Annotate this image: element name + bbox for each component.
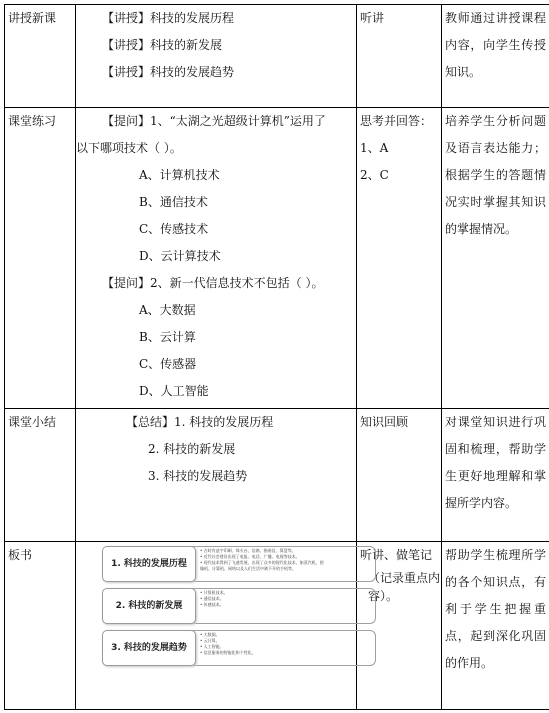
student-activity-cell <box>357 409 442 542</box>
board-notes <box>192 588 376 624</box>
student-activity: 思考并回答： <box>360 114 433 128</box>
student-activity: 知识回顾 <box>360 415 409 429</box>
board-note: • 人工智能。 <box>200 644 224 649</box>
option: C、传感技术 <box>139 222 209 236</box>
board-note: • 计算机技术。 <box>200 590 228 595</box>
table-row <box>5 108 549 409</box>
answer: 1、A <box>360 141 389 155</box>
design-intent: 帮助学生梳理所学的各个知识点，有利于学生把握重点，起到深化巩固的作用。 <box>445 548 546 670</box>
board-branch <box>102 588 378 626</box>
option: D、人工智能 <box>139 384 209 398</box>
design-intent-cell <box>442 409 549 542</box>
design-intent-cell <box>442 5 549 108</box>
stage-cell <box>5 542 76 710</box>
summary-line: 3. 科技的发展趋势 <box>148 469 248 483</box>
option: C、传感器 <box>139 357 197 371</box>
student-activity: 听讲、做笔记 <box>360 548 433 562</box>
option: B、通信技术 <box>139 195 208 209</box>
design-intent: 对课堂知识进行巩固和梳理，帮助学生更好地理解和掌握所学内容。 <box>445 415 546 510</box>
design-intent-cell <box>442 542 549 710</box>
stage-cell <box>5 5 76 108</box>
student-activity: 听讲 <box>360 11 385 25</box>
board-note: • 古时有造字印刷、烽火台、信鸽、指南仪、算盘等。 <box>200 548 296 553</box>
board-note: • 通信技术。 <box>200 596 224 601</box>
option: D、云计算技术 <box>139 249 221 263</box>
board-mind-map <box>102 546 356 676</box>
board-branch <box>102 630 378 668</box>
content-cell <box>76 409 357 542</box>
answer: 2、C <box>360 168 389 182</box>
table-row <box>5 5 549 108</box>
stage-label: 讲授新课 <box>8 11 57 25</box>
board-note: • 信息服务的智能化和个性化。 <box>200 650 256 655</box>
design-intent-cell <box>442 108 549 409</box>
summary-line: 2. 科技的新发展 <box>148 442 236 456</box>
stage-label: 课堂练习 <box>8 114 57 128</box>
board-branch <box>102 546 378 584</box>
stage-label: 课堂小结 <box>8 415 57 429</box>
board-note: • 现代技术得到了飞速发展，出现了众多的现代化技术，如蒸汽机、图 <box>200 560 324 565</box>
board-title: 3. 科技的发展趋势 <box>102 630 196 666</box>
option: A、大数据 <box>139 303 196 317</box>
content-cell <box>76 5 357 108</box>
option: B、云计算 <box>139 330 196 344</box>
option: A、计算机技术 <box>139 168 220 182</box>
student-activity-cell <box>357 5 442 108</box>
lesson-plan-table <box>4 4 549 710</box>
content-line: 【讲授】科技的发展历程 <box>102 11 235 25</box>
question-2: 【提问】2、新一代信息技术不包括（ ）。 <box>102 276 324 290</box>
summary-line: 【总结】1. 科技的发展历程 <box>126 415 274 429</box>
board-notes <box>192 630 376 666</box>
board-note: • 近代社会建设出现了电报、电话、广播、电视等技术。 <box>200 554 300 559</box>
design-intent: 教师通过讲授课程内容，向学生传授知识。 <box>445 11 546 79</box>
board-notes <box>192 546 376 582</box>
board-note: • 传感技术。 <box>200 602 224 607</box>
content-line: 【讲授】科技的发展趋势 <box>102 65 235 79</box>
content-line: 【讲授】科技的新发展 <box>102 38 223 52</box>
content-cell <box>76 108 357 409</box>
question-1-cont: 以下哪项技术（ ）。 <box>76 141 182 155</box>
stage-cell <box>5 108 76 409</box>
stage-cell <box>5 409 76 542</box>
board-note: 像机、计算机、网络以及人们生活中离不开的手机等。 <box>200 566 296 571</box>
table-row <box>5 542 549 710</box>
board-note: • 大数据。 <box>200 632 220 637</box>
content-cell <box>76 542 357 710</box>
question-1: 【提问】1、“太湖之光超级计算机”运用了 <box>102 114 326 128</box>
board-title: 2. 科技的新发展 <box>102 588 196 624</box>
student-activity-note: （记录重点内容）。 <box>368 571 441 603</box>
student-activity-cell <box>357 108 442 409</box>
design-intent: 培养学生分析问题及语言表达能力；根据学生的答题情况实时掌握其知识的掌握情况。 <box>445 114 546 236</box>
board-note: • 云计算。 <box>200 638 220 643</box>
board-title: 1. 科技的发展历程 <box>102 546 196 582</box>
stage-label: 板书 <box>8 548 33 562</box>
table-row <box>5 409 549 542</box>
